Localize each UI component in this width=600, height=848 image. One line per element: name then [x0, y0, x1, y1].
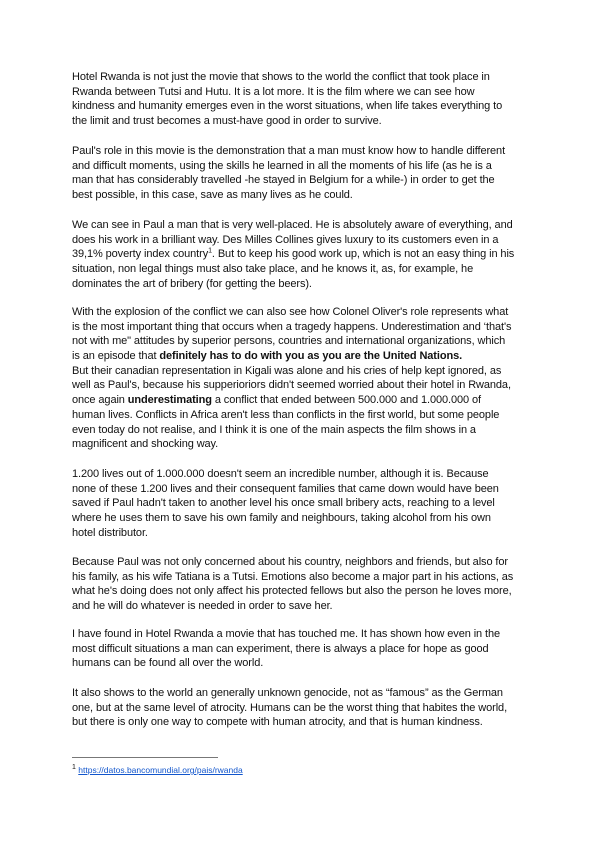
text-run: what he's doing does not only affect his protected fellows but also the person he loves more,	[72, 585, 512, 598]
text-run: and he will do whatever is needed in order to save her.	[72, 600, 333, 613]
text-line	[72, 408, 511, 423]
text-line	[72, 320, 511, 335]
text-line	[72, 364, 511, 379]
paragraph-touched	[72, 627, 500, 671]
text-line	[72, 715, 507, 730]
text-line	[72, 349, 511, 364]
text-line	[72, 482, 499, 497]
text-run: situation, non legal things must also take place, and he knows it, as, for example, he	[72, 263, 474, 276]
text-run: the limit and trust becomes a must-have good in order to survive.	[72, 115, 382, 128]
text-line	[72, 570, 513, 585]
text-run: Because Paul was not only concerned about his country, neighbors and friends, but also for	[72, 556, 508, 568]
text-run: humans can be found all over the world.	[72, 657, 264, 670]
text-line	[72, 218, 514, 233]
text-line	[72, 511, 499, 526]
text-run: and difficult moments, using the skills he learned in all the moments of his life (as he is a	[72, 159, 492, 172]
text-line	[72, 188, 505, 203]
footnote-number: 1	[72, 764, 76, 772]
text-line	[72, 85, 502, 100]
bold-text: definitely has to do with you as you are the United Nations.	[159, 350, 463, 363]
text-run: man that has considerably travelled -he stayed in Belgium for a while-) in order to get the	[72, 174, 495, 187]
text-line	[72, 378, 511, 393]
text-line	[72, 173, 505, 188]
text-line	[72, 656, 500, 671]
text-line	[72, 334, 511, 349]
text-line	[72, 526, 499, 541]
text-run: kindness and humanity emerges even in the worst situations, when life takes everything to	[72, 100, 503, 113]
text-run: a conflict that ended between 500.000 and 1.000.000 of	[211, 394, 481, 407]
text-run: his family, as his wife Tatiana is a Tutsi. Emotions also become a major part in his actions, as	[72, 570, 514, 583]
paragraph-genocide	[72, 686, 507, 730]
text-run: where he uses them to save his own family and neighbours, taking alcohol from his own	[72, 512, 491, 525]
text-run: none of these 1.200 lives and their consequent families that came down would have been	[72, 482, 499, 495]
text-run: . But to keep his good work up, which is not an easy thing in his	[211, 248, 515, 261]
text-run: best possible, in this case, save as many lives as he could.	[72, 189, 353, 202]
text-run: does his work in a brilliant way. Des Milles Collines gives luxury to its customers even in a	[72, 233, 499, 246]
text-line	[72, 686, 507, 701]
text-run: Paul's role in this movie is the demonstration that a man must know how to handle different	[72, 145, 506, 157]
paragraph-paul-role	[72, 144, 505, 203]
text-run: human lives. Conflicts in Africa aren't less than conflicts in the first world, but some people	[72, 408, 500, 421]
text-run: magnificent and shocking way.	[72, 438, 219, 451]
text-run: I have found in Hotel Rwanda a movie that has touched me. It has shown how even in the	[72, 628, 501, 640]
text-run: one, but at the same level of atrocity. Humans can be the worst thing that habites the world,	[72, 701, 508, 714]
paragraph-family	[72, 555, 513, 614]
text-run: It also shows to the world an generally unknown genocide, not as “famous” as the German	[72, 687, 503, 699]
text-run: not with me" attitudes by superior persons, countries and international organizations, which	[72, 335, 506, 348]
text-line	[72, 277, 514, 292]
text-run: dominates the art of bribery (for getting the beers).	[72, 277, 312, 290]
text-line	[72, 70, 502, 85]
text-run: Hotel Rwanda is not just the movie that shows to the world the conflict that took place in	[72, 71, 490, 83]
text-line	[72, 99, 502, 114]
text-run: With the explosion of the conflict we can also see how Colonel Oliver's role represents what	[72, 306, 509, 318]
text-line	[72, 159, 505, 174]
text-run: hotel distributor.	[72, 526, 148, 539]
text-line	[72, 233, 514, 248]
footnote-link[interactable]: https://datos.bancomundial.org/pais/rwanda	[78, 765, 243, 775]
text-line	[72, 114, 502, 129]
text-run: is an episode that	[72, 350, 160, 363]
paragraph-well-placed	[72, 218, 514, 291]
paragraph-lives	[72, 467, 499, 540]
text-line	[72, 467, 499, 482]
text-run: even today do not realise, and I think it is one of the main aspects the film shows in a	[72, 423, 476, 436]
text-run: 39,1% poverty index country	[72, 248, 209, 261]
text-line	[72, 262, 514, 277]
text-line	[72, 144, 505, 159]
text-line	[72, 393, 511, 408]
text-line	[72, 599, 513, 614]
text-line	[72, 555, 513, 570]
text-line	[72, 496, 499, 511]
paragraph-colonel-oliver	[72, 305, 511, 452]
text-line	[72, 701, 507, 716]
text-line	[72, 437, 511, 452]
footnote	[72, 764, 243, 776]
text-run: We can see in Paul a man that is very well-placed. He is absolutely aware of everything, and	[72, 219, 513, 231]
text-run: once again	[72, 394, 128, 407]
bold-text: underestimating	[127, 394, 212, 407]
text-line	[72, 305, 511, 320]
footnote-separator	[72, 757, 218, 758]
text-line	[72, 627, 500, 642]
text-run: but there is only one way to compete with human atrocity, and that is human kindness.	[72, 716, 483, 729]
text-line	[72, 423, 511, 438]
text-run: is the most important thing that occurs when a tragedy happens. Underestimation and ‘that's	[72, 320, 512, 333]
text-run: saved if Paul hadn't taken to another level his once small bribery acts, reaching to a level	[72, 497, 495, 510]
paragraph-intro	[72, 70, 502, 129]
text-line	[72, 247, 514, 262]
text-run: 1.200 lives out of 1.000.000 doesn't seem an incredible number, although it is. Because	[72, 468, 489, 480]
text-run: Rwanda between Tutsi and Hutu. It is a lot more. It is the film where we can see how	[72, 85, 475, 98]
text-line	[72, 642, 500, 657]
text-run: most difficult situations a man can experiment, there is always a place for hope as good	[72, 642, 489, 655]
text-run: But their canadian representation in Kigali was alone and his cries of help kept ignored, as	[72, 364, 502, 377]
footnote-reference: 1	[208, 247, 212, 255]
text-run: well as Paul's, because his supperioriors didn't seemed worried about their hotel in Rwanda,	[72, 379, 511, 392]
text-line	[72, 584, 513, 599]
